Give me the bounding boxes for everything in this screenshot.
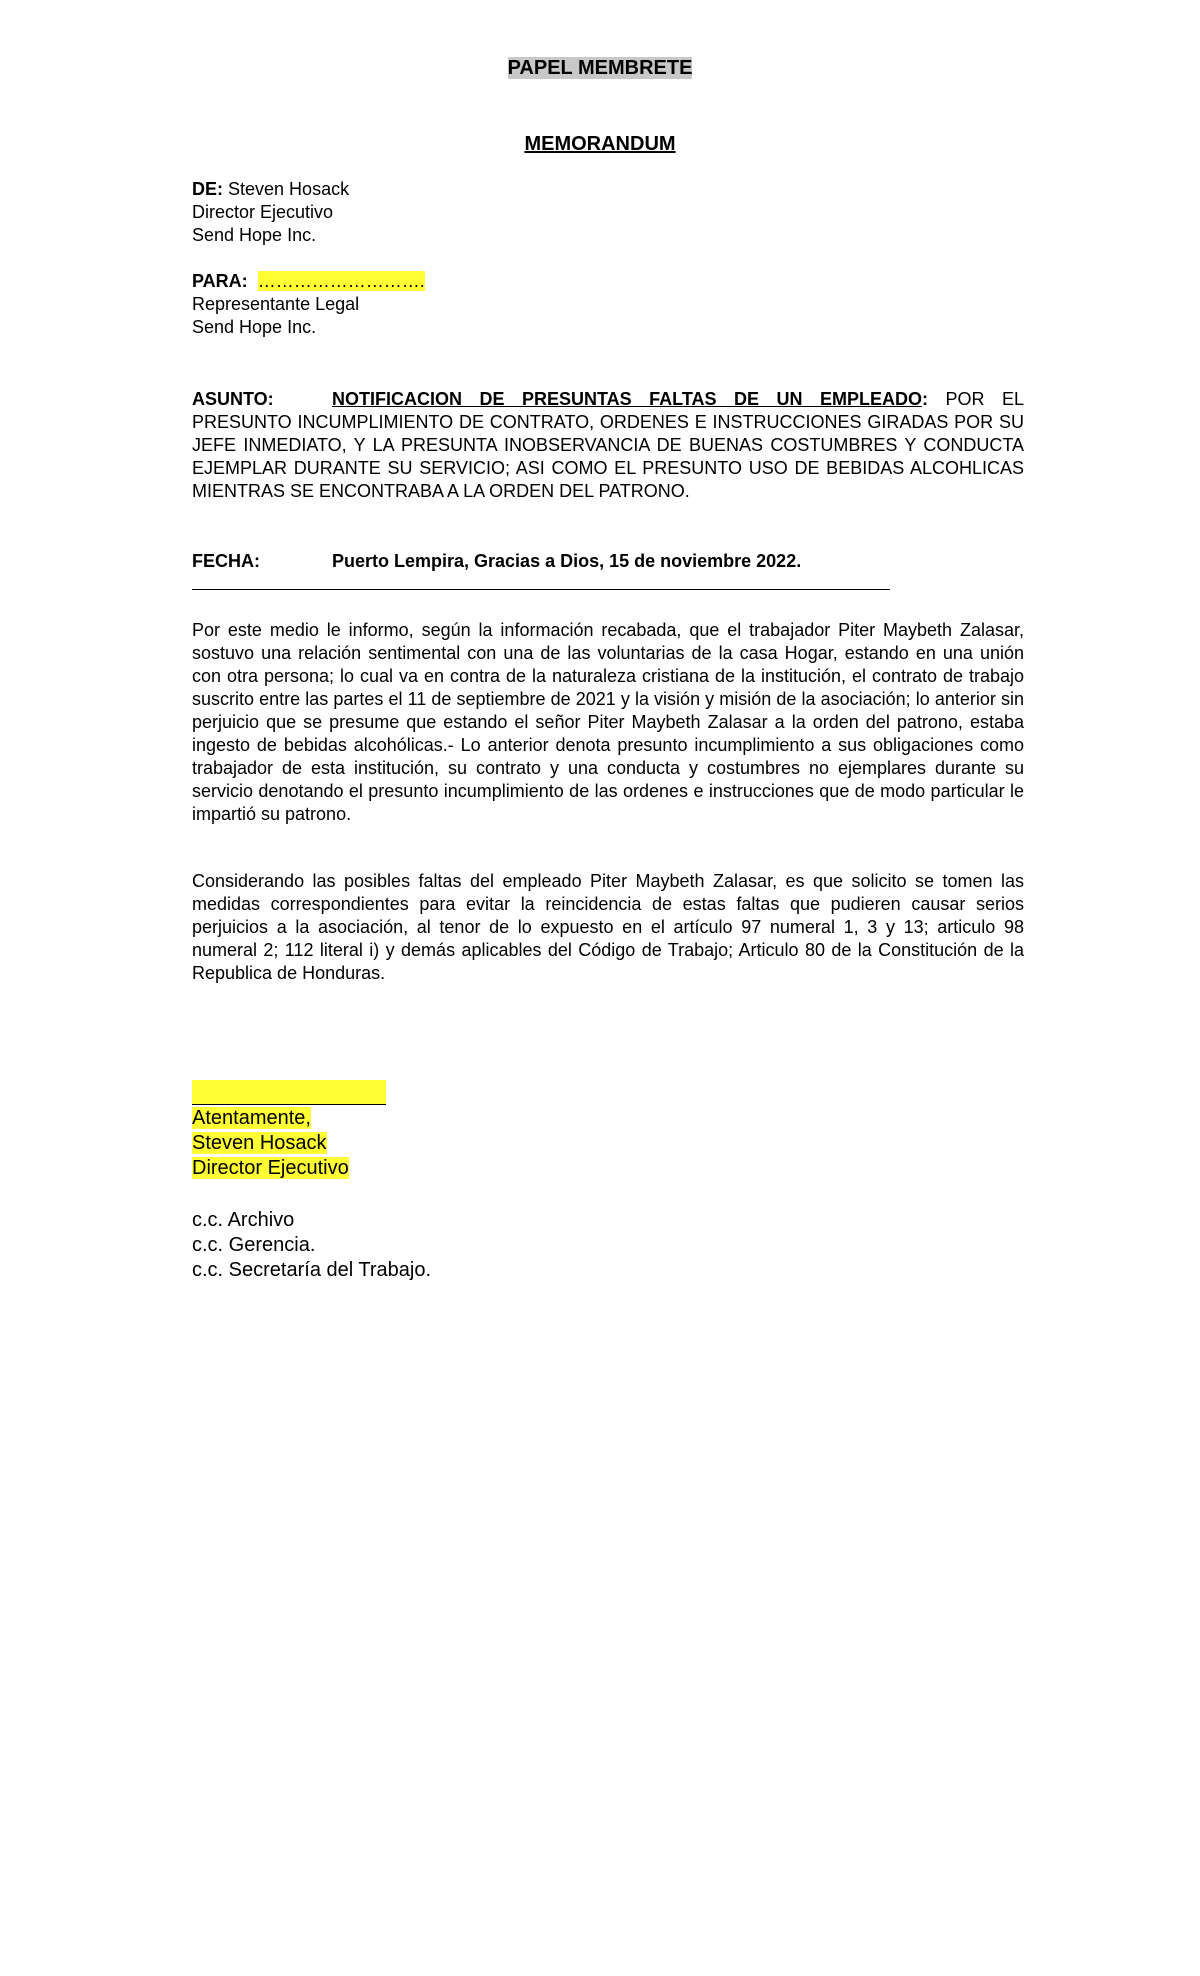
from-label: DE: bbox=[192, 179, 223, 199]
signature-position: Director Ejecutivo bbox=[192, 1157, 349, 1179]
date-block bbox=[192, 550, 1024, 573]
to-line bbox=[192, 270, 1024, 293]
subject-separator: : bbox=[921, 389, 928, 409]
signature-block bbox=[192, 1106, 1024, 1181]
subject-text: POR EL PRESUNTO INCUMPLIMIENTO DE CONTRATO, ORDENES E INSTRUCCIONES GIRADAS POR SU JEFE INMEDIATO, Y LA PRESUNTA INOBSERVANCIA DE BUENAS COSTUMBRES Y CONDUCTA EJEMPLAR DURANTE SU SERVICIO; ASI COMO EL PRESUNTO USO DE BEBIDAS ALCOHLICAS MIENTRAS SE ENCONTRABA A LA ORDEN DEL PATRONO. bbox=[192, 389, 1024, 501]
signature-closing: Atentamente, bbox=[192, 1107, 311, 1129]
header-divider bbox=[192, 589, 890, 590]
from-block bbox=[192, 178, 1024, 247]
copy-archivo: c.c. Archivo bbox=[192, 1209, 295, 1231]
letterhead-placeholder bbox=[0, 56, 1200, 80]
from-organization: Send Hope Inc. bbox=[192, 225, 317, 245]
body-paragraph-1: Por este medio le informo, según la información recabada, que el trabajador Piter Maybeth Zalasar, sostuvo una relación sentimental con una de las voluntarias de la casa Hogar, estando en una unión con otra persona; lo cual va en contra de la naturaleza cristiana de la institución, el contrato de trabajo suscrito entre las partes el 11 de septiembre de 2021 y la visión y misión de la asociación; lo anterior sin perjuicio que se presume que estando el señor Piter Maybeth Zalasar a la orden del patrono, estaba ingesto de bebidas alcohólicas.- Lo anterior denota presunto incumplimiento a sus obligaciones como trabajador de esta institución, su contrato y una conducta y costumbres no ejemplares durante su servicio denotando el presunto incumplimiento de las ordenes e instrucciones que de modo particular le impartió su patrono. bbox=[192, 620, 1024, 824]
to-block bbox=[192, 270, 1024, 339]
body-paragraph-2: Considerando las posibles faltas del empleado Piter Maybeth Zalasar, es que solicito se tomen las medidas correspondientes para evitar la reincidencia de estas faltas que pudieren causar serios perjuicios a la asociación, al tenor de lo expuesto en el artículo 97 numeral 1, 3 y 13; articulo 98 numeral 2; 112 literal i) y demás aplicables del Código de Trabajo; Articulo 80 de la Constitución de la Republica de Honduras. bbox=[192, 871, 1024, 983]
from-position: Director Ejecutivo bbox=[192, 202, 334, 222]
to-organization: Send Hope Inc. bbox=[192, 317, 317, 337]
from-name: Steven Hosack bbox=[228, 179, 350, 199]
signature-name: Steven Hosack bbox=[192, 1132, 327, 1154]
signature-line bbox=[192, 1080, 386, 1105]
subject-label: ASUNTO: bbox=[192, 389, 274, 409]
copy-secretaria-trabajo: c.c. Secretaría del Trabajo. bbox=[192, 1259, 432, 1281]
to-position: Representante Legal bbox=[192, 294, 360, 314]
subject-title: NOTIFICACION DE PRESUNTAS FALTAS DE UN EMPLEADO bbox=[332, 389, 922, 409]
letterhead-text: PAPEL MEMBRETE bbox=[507, 57, 693, 79]
to-name-placeholder: ………………………. bbox=[257, 271, 425, 291]
copy-gerencia: c.c. Gerencia. bbox=[192, 1234, 316, 1256]
copies-block bbox=[192, 1208, 1024, 1283]
subject-block bbox=[192, 388, 1024, 503]
from-line bbox=[192, 178, 1024, 201]
to-label: PARA: bbox=[192, 271, 248, 291]
memo-title: MEMORANDUM bbox=[524, 133, 676, 155]
date-label: FECHA: bbox=[192, 551, 260, 571]
date-value: Puerto Lempira, Gracias a Dios, 15 de noviembre 2022. bbox=[332, 551, 802, 571]
